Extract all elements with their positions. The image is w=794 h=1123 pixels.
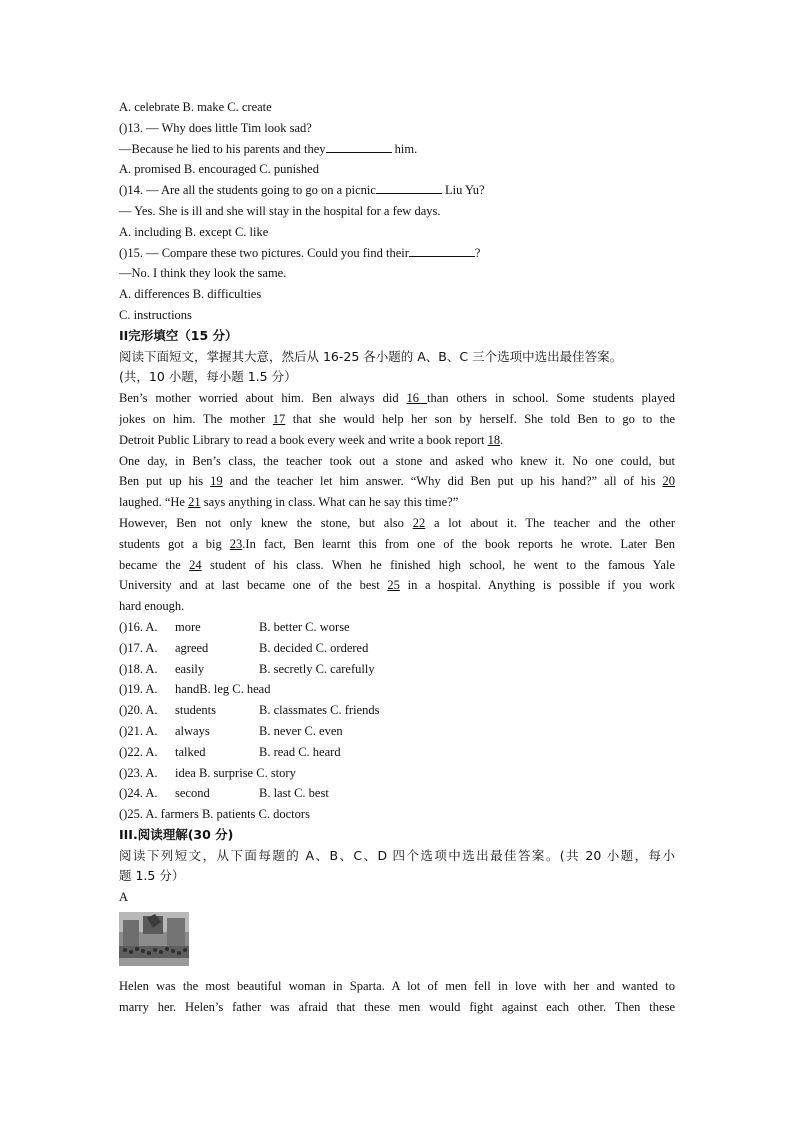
- passage-line: University and at last became one of the best 25 in a hospital. Anything is possible if you work: [119, 578, 675, 593]
- passage-a-line: Helen was the most beautiful woman in Sparta. A lot of men fell in love with her and wanted to: [119, 979, 675, 994]
- choice-row: ()23. A. idea B. surprise C. story: [119, 765, 296, 780]
- answer-blank: [326, 139, 392, 153]
- q15-question: ()15. — Compare these two pictures. Could you find their ?: [119, 243, 675, 264]
- q14-question: ()14. — Are all the students going to go on a picnic Liu Yu?: [119, 180, 675, 201]
- worksheet-page: [119, 97, 675, 1018]
- choice-row: ()25. A. farmers B. patients C. doctors: [119, 807, 310, 822]
- blank-21: 21: [188, 495, 201, 510]
- passage-line: Ben put up his 19 and the teacher let him answer. “Why did Ben put up his hand?” all of his 20: [119, 474, 675, 489]
- blank-25: 25: [387, 578, 400, 593]
- answer-blank: [376, 180, 442, 194]
- passage-line: One day, in Ben’s class, the teacher took out a stone and asked who knew it. No one could, but: [119, 453, 675, 468]
- blank-23: 23: [229, 536, 243, 551]
- answer-blank: [409, 243, 475, 257]
- q15-options-2: C. instructions: [119, 307, 192, 322]
- blank-17: 17: [272, 411, 286, 426]
- passage-a-line: marry her. Helen’s father was afraid that these men would fight against each other. Then these: [119, 999, 675, 1014]
- q12-options: A. celebrate B. make C. create: [119, 100, 272, 114]
- choice-row: ()21. A. always B. never C. even: [119, 723, 343, 738]
- section3-instruction: 阅读下列短文，从下面每题的 A、B、C、D 四个选项中选出最佳答案。(共 20 小题，每小: [119, 847, 675, 863]
- blank-22: 22: [412, 515, 426, 530]
- section2-heading: II完形填空（15 分）: [119, 327, 238, 343]
- choice-row: ()24. A. second B. last C. best: [119, 786, 329, 801]
- passage-line: jokes on him. The mother 17 that she would help her son by herself. She told Ben to go to the: [119, 411, 675, 426]
- q14-answer: — Yes. She is ill and she will stay in the hospital for a few days.: [119, 203, 441, 218]
- q13-question: ()13. — Why does little Tim look sad?: [119, 120, 312, 135]
- passage-line: Detroit Public Library to read a book every week and write a book report 18.: [119, 432, 504, 447]
- blank-16: 16: [406, 391, 427, 406]
- section2-instruction: 阅读下面短文，掌握其大意，然后从 16-25 各小题的 A、B、C 三个选项中选出最佳答案。: [119, 348, 623, 364]
- q15-options-1: A. differences B. difficulties: [119, 287, 262, 302]
- choice-row: ()19. A. handB. leg C. head: [119, 682, 271, 697]
- choice-row: ()17. A. agreed B. decided C. ordered: [119, 640, 369, 655]
- passage-line: Ben’s mother worried about him. Ben always did 16 than others in school. Some students played: [119, 391, 675, 406]
- passage-line: students got a big 23.In fact, Ben learnt this from one of the book reports he wrote. Later Ben: [119, 536, 675, 551]
- historical-photo-image: [119, 912, 189, 966]
- section3-heading: III.阅读理解(30 分): [119, 826, 234, 842]
- blank-20: 20: [662, 474, 675, 489]
- passage-line: hard enough.: [119, 599, 185, 614]
- blank-24: 24: [189, 557, 202, 572]
- section2-instruction-cont: (共，10 小题，每小题 1.5 分）: [119, 369, 297, 385]
- q13-options: A. promised B. encouraged C. punished: [119, 162, 319, 177]
- blank-19: 19: [210, 474, 223, 489]
- passage-line: However, Ben not only knew the stone, but also 22 a lot about it. The teacher and the other: [119, 515, 675, 530]
- blank-18: 18: [487, 432, 501, 447]
- q15-answer: —No. I think they look the same.: [119, 266, 287, 281]
- q13-answer: —Because he lied to his parents and they him.: [119, 139, 675, 160]
- passage-label: A: [119, 890, 129, 905]
- choice-row: ()20. A. students B. classmates C. friends: [119, 703, 380, 718]
- choice-row: ()18. A. easily B. secretly C. carefully: [119, 661, 375, 676]
- choice-row: ()16. A. more B. better C. worse: [119, 619, 350, 634]
- passage-photo: [119, 912, 675, 968]
- passage-line: became the 24 student of his class. When he finished high school, he went to the famous Yale: [119, 557, 675, 572]
- passage-line: laughed. “He 21 says anything in class. What can he say this time?”: [119, 495, 459, 510]
- q14-options: A. including B. except C. like: [119, 224, 269, 239]
- choice-row: ()22. A. talked B. read C. heard: [119, 744, 341, 759]
- section3-instruction-cont: 题 1.5 分）: [119, 868, 185, 884]
